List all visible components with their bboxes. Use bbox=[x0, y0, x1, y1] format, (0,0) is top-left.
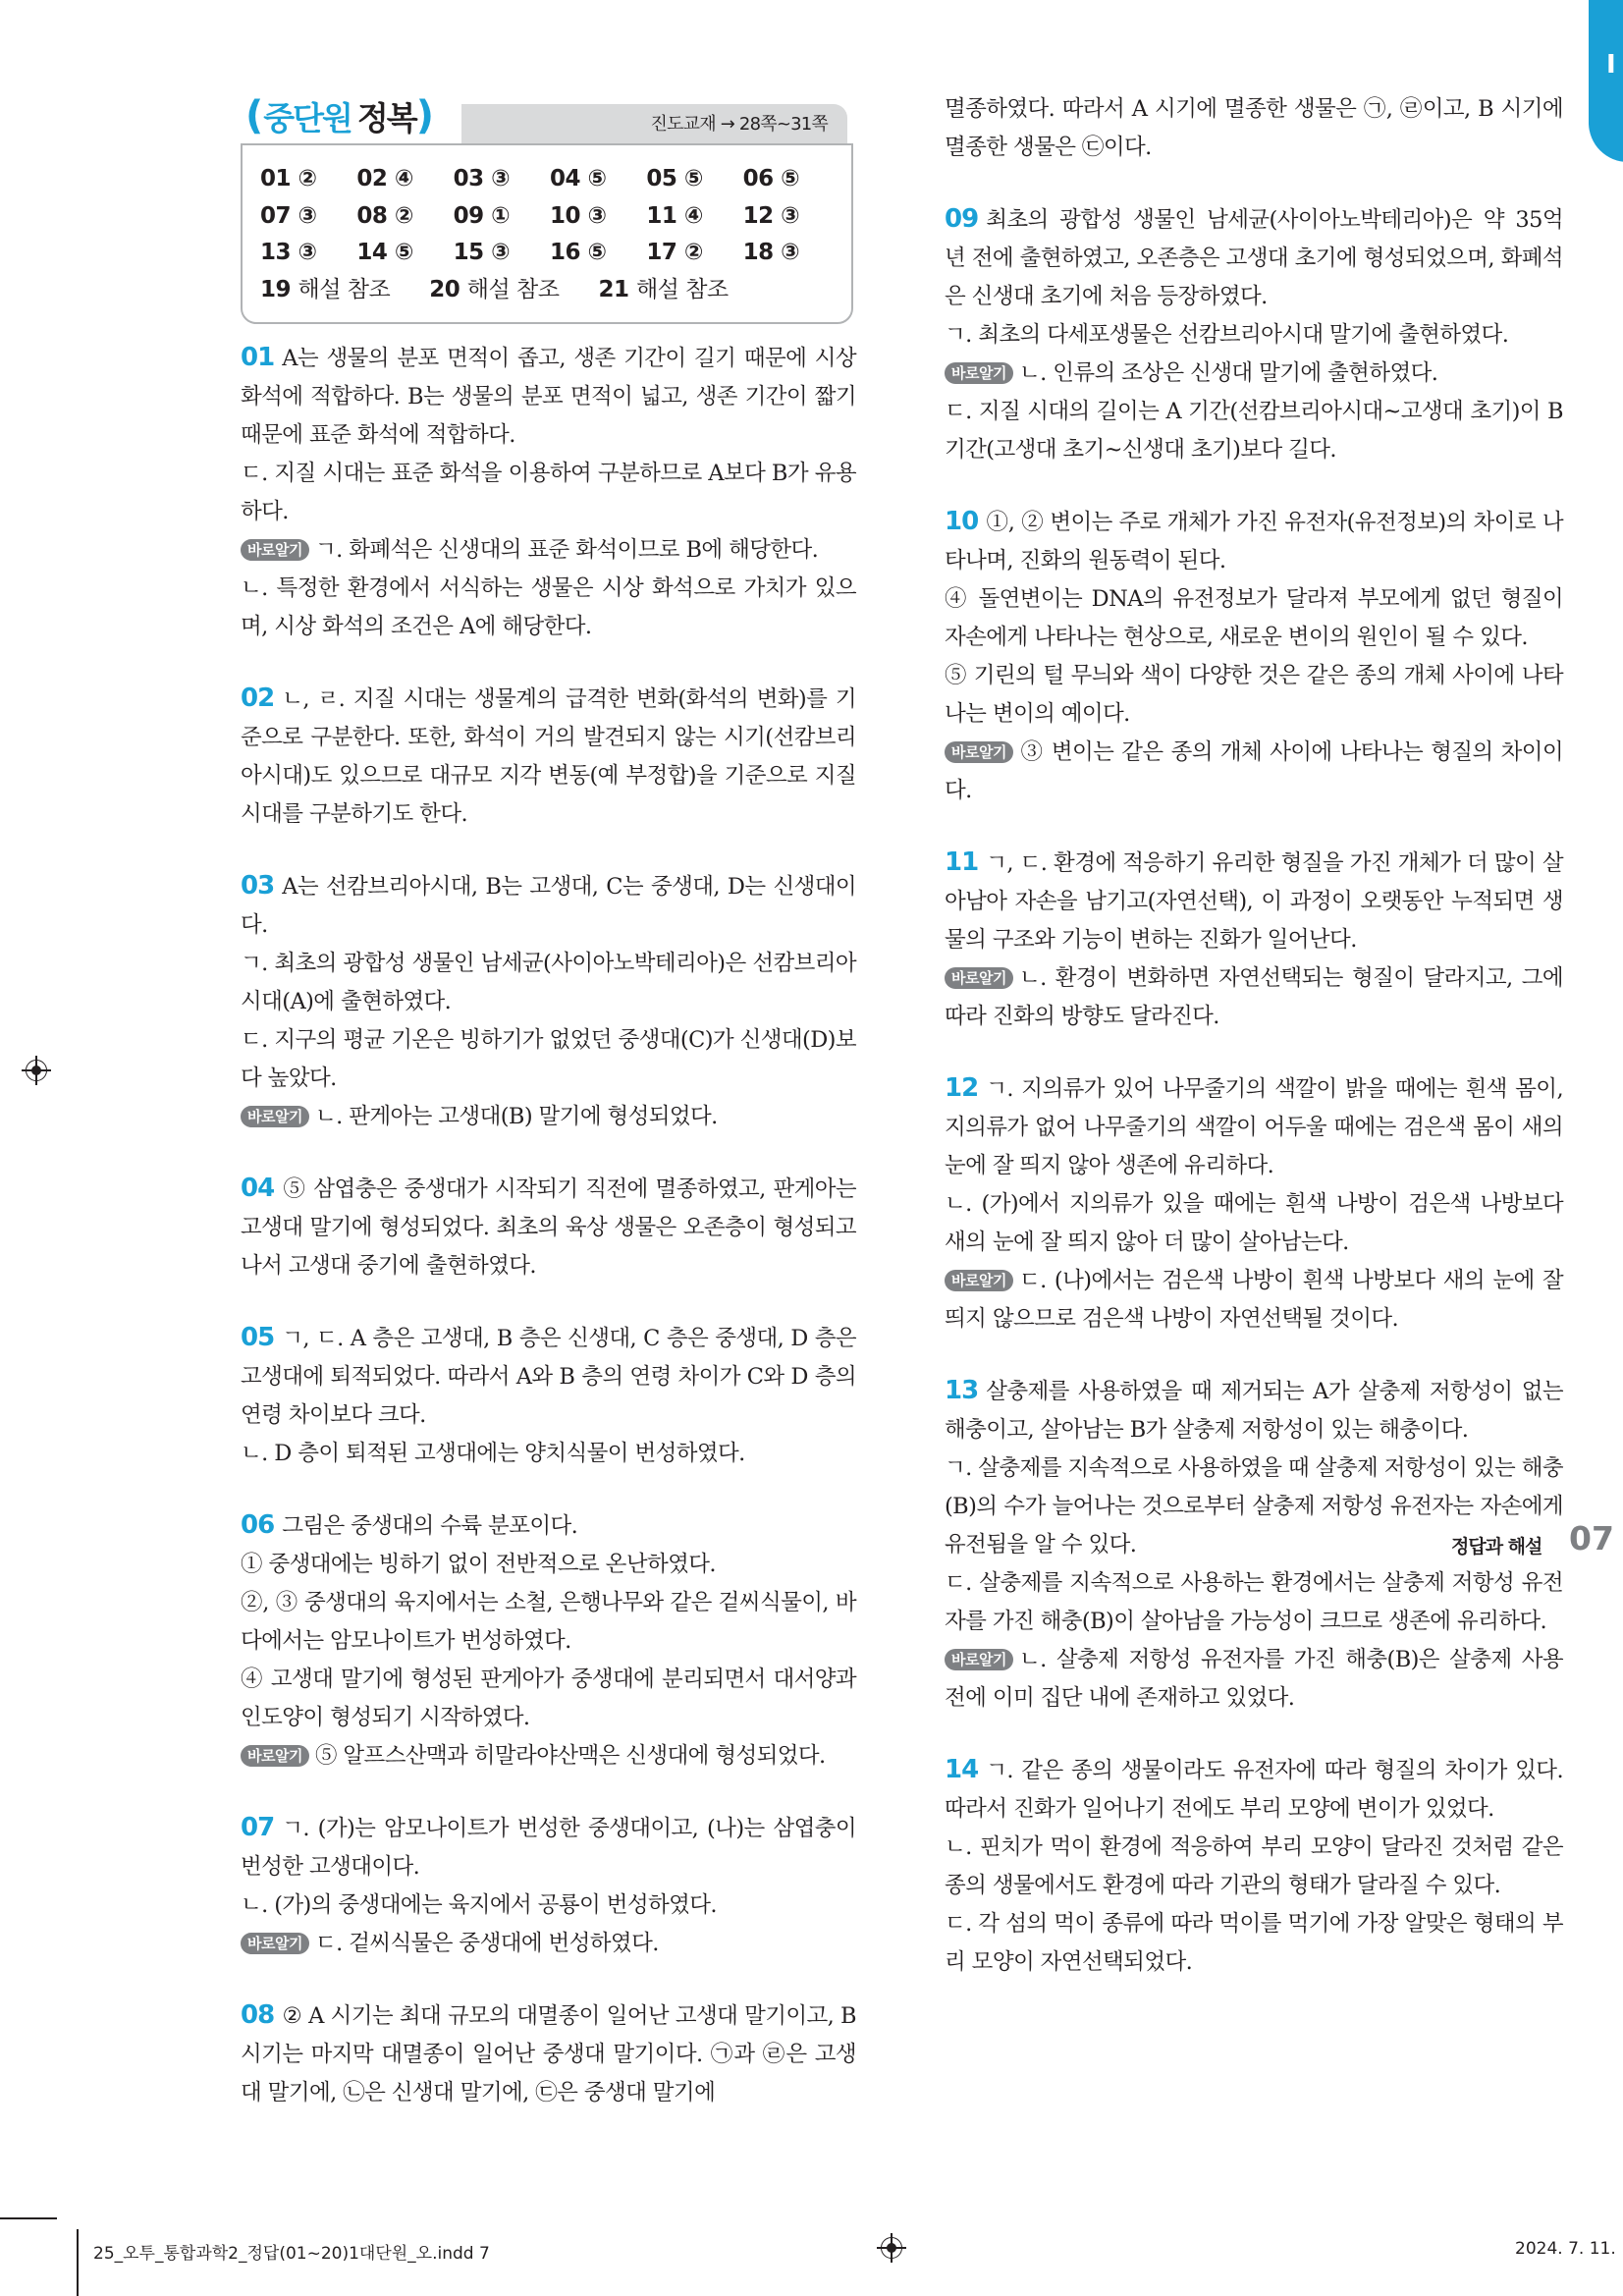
explanation-text: ⑤ 삼엽충은 중생대가 시작되기 직전에 멸종하였고, 판게아는 고생대 말기에 형성되었다. 최초의 육상 생물은 오존층이 형성되고 나서 고생대 중기에 출현하였다. bbox=[241, 1176, 856, 1279]
explanation-line bbox=[945, 844, 1563, 959]
title-part1: 중단원 bbox=[263, 98, 352, 137]
explanation-line bbox=[241, 455, 856, 531]
question-number: 06 bbox=[241, 1510, 275, 1540]
explanation-line bbox=[945, 1905, 1563, 1982]
print-date: 2024. 7. 11. bbox=[1515, 2239, 1616, 2259]
answer-cell: 09 ① bbox=[453, 202, 511, 229]
explanation-line bbox=[945, 1069, 1563, 1185]
explanation-line bbox=[945, 1751, 1563, 1829]
explanation-line bbox=[945, 959, 1563, 1036]
answer-row-explanations bbox=[260, 272, 839, 309]
explanation-line bbox=[241, 1319, 856, 1435]
page-number: 07 bbox=[1569, 1519, 1614, 1558]
explanation-line bbox=[241, 867, 856, 945]
explanation-text: ⑤ 알프스산맥과 히말라야산맥은 신생대에 형성되었다. bbox=[314, 1743, 826, 1769]
explanation-line bbox=[241, 1886, 856, 1925]
explanation-text: ㄷ. 각 섬의 먹이 종류에 따라 먹이를 먹기에 가장 알맞은 형태의 부리 모양이 자연선택되었다. bbox=[945, 1911, 1563, 1975]
question-number: 07 bbox=[241, 1813, 275, 1842]
registration-mark-bottom bbox=[877, 2233, 906, 2263]
explanation-line bbox=[241, 339, 856, 455]
explanation-text: ㄷ. 겉씨식물은 중생대에 번성하였다. bbox=[314, 1931, 659, 1956]
explanation-line bbox=[241, 1809, 856, 1886]
correction-tag: 바로알기 bbox=[241, 1106, 309, 1127]
answer-cell: 12 ③ bbox=[742, 202, 800, 229]
explanation-text: ① 중생대에는 빙하기 없이 전반적으로 온난하였다. bbox=[241, 1552, 716, 1577]
explanation-text: ㄱ. 지의류가 있어 나무줄기의 색깔이 밝을 때에는 흰색 몸이, 지의류가 없어 나무줄기의 색깔이 어두울 때에는 검은색 몸이 새의 눈에 잘 띄지 않아 생존에 유리하다. bbox=[945, 1076, 1563, 1178]
answer-cell: 10 ③ bbox=[549, 202, 607, 229]
explanation-12 bbox=[945, 1069, 1563, 1339]
answer-cell: 06 ⑤ bbox=[742, 166, 800, 191]
answer-cell bbox=[598, 272, 728, 309]
correction-tag: 바로알기 bbox=[945, 741, 1013, 763]
answer-cell: 18 ③ bbox=[742, 240, 800, 265]
explanation-text: ㄱ. 같은 종의 생물이라도 유전자에 따라 형질의 차이가 있다. 따라서 진화가 일어나기 전에도 부리 모양에 변이가 있었다. bbox=[945, 1758, 1563, 1822]
answer-text: 해설 참조 bbox=[635, 276, 729, 302]
explanation-line bbox=[945, 657, 1563, 734]
question-number: 10 bbox=[945, 507, 979, 536]
explanation-line bbox=[241, 1506, 856, 1546]
question-number: 05 bbox=[241, 1323, 275, 1352]
explanation-line bbox=[945, 200, 1563, 316]
explanation-09 bbox=[945, 200, 1563, 469]
answer-row bbox=[260, 161, 839, 198]
answer-cell: 14 ⑤ bbox=[356, 240, 413, 265]
title-bracket-right: ) bbox=[415, 93, 434, 138]
crop-line-h bbox=[0, 2217, 57, 2219]
explanation-text: ② A 시기는 최대 규모의 대멸종이 일어난 고생대 말기이고, B 시기는 마지막 대멸종이 일어난 중생대 말기이다. ㉠과 ㉣은 고생대 말기에, ㉡은 신생대 말기에, ㉢은 중생대 말기에 bbox=[241, 2003, 856, 2105]
correction-tag: 바로알기 bbox=[241, 1745, 309, 1767]
question-number: 02 bbox=[241, 683, 275, 713]
explanation-line bbox=[241, 1737, 856, 1776]
question-number: 14 bbox=[945, 1755, 979, 1784]
section-title bbox=[245, 90, 434, 141]
explanation-line bbox=[241, 570, 856, 646]
explanation-text: ㄴ. (가)에서 지의류가 있을 때에는 흰색 나방이 검은색 나방보다 새의 눈에 잘 띄지 않아 더 많이 살아남는다. bbox=[945, 1191, 1563, 1255]
answer-cell: 03 ③ bbox=[453, 166, 511, 191]
answer-cell: 02 ④ bbox=[356, 166, 413, 191]
answer-cell: 16 ⑤ bbox=[549, 240, 607, 265]
answer-cell bbox=[260, 272, 390, 309]
answer-cell: 15 ③ bbox=[453, 240, 511, 265]
answer-cell bbox=[429, 272, 559, 309]
explanation-text: ㄷ. 살충제를 지속적으로 사용하는 환경에서는 살충제 저항성 유전자를 가진 해충(B)이 살아남을 가능성이 크므로 생존에 유리하다. bbox=[945, 1570, 1563, 1634]
question-number: 12 bbox=[945, 1073, 979, 1103]
explanation-text: ㄱ. 살충제를 지속적으로 사용하였을 때 살충제 저항성이 있는 해충(B)의 수가 늘어나는 것으로부터 살충제 저항성 유전자는 자손에게 유전됨을 알 수 있다. bbox=[945, 1455, 1563, 1558]
answer-cell: 04 ⑤ bbox=[549, 166, 607, 191]
explanation-line bbox=[945, 316, 1563, 355]
correction-tag: 바로알기 bbox=[945, 967, 1013, 989]
explanation-11 bbox=[945, 844, 1563, 1036]
question-number: 11 bbox=[945, 847, 979, 877]
chapter-tab bbox=[1589, 0, 1623, 162]
right-column bbox=[945, 90, 1563, 2015]
explanation-text: ①, ② 변이는 주로 개체가 가진 유전자(유전정보)의 차이로 나타나며, 진화의 원동력이 된다. bbox=[945, 510, 1563, 574]
explanation-text: ㄴ. (가)의 중생대에는 육지에서 공룡이 번성하였다. bbox=[241, 1892, 717, 1918]
explanation-02 bbox=[241, 680, 856, 834]
correction-tag: 바로알기 bbox=[945, 1270, 1013, 1291]
correction-tag: 바로알기 bbox=[241, 539, 309, 561]
crop-line-v bbox=[77, 2229, 79, 2296]
explanation-text: ②, ③ 중생대의 육지에서는 소철, 은행나무와 같은 겉씨식물이, 바다에서는 암모나이트가 번성하였다. bbox=[241, 1590, 856, 1654]
explanation-text: A는 선캄브리아시대, B는 고생대, C는 중생대, D는 신생대이다. bbox=[241, 874, 856, 938]
explanation-line bbox=[241, 1546, 856, 1584]
explanation-line bbox=[241, 1584, 856, 1661]
explanation-01 bbox=[241, 339, 856, 646]
explanation-text: ㄴ. 특정한 환경에서 서식하는 생물은 시상 화석으로 가치가 있으며, 시상 화석의 조건은 A에 해당한다. bbox=[241, 575, 856, 639]
explanation-line bbox=[241, 1170, 856, 1285]
explanation-line bbox=[241, 680, 856, 834]
answer-row bbox=[260, 198, 839, 236]
explanation-line bbox=[945, 355, 1563, 393]
explanation-06 bbox=[241, 1506, 856, 1776]
answer-cell: 08 ② bbox=[356, 202, 413, 229]
explanation-line bbox=[945, 1185, 1563, 1262]
explanation-text: ⑤ 기린의 털 무늬와 색이 다양한 것은 같은 종의 개체 사이에 나타나는 변이의 예이다. bbox=[945, 663, 1563, 727]
explanation-line bbox=[241, 1661, 856, 1737]
explanation-text: ㄴ. 환경이 변화하면 자연선택되는 형질이 달라지고, 그에 따라 진화의 방향도 달라진다. bbox=[945, 965, 1563, 1029]
title-bracket-left: ( bbox=[245, 93, 264, 138]
answer-cell: 01 ② bbox=[260, 166, 317, 191]
answer-cell: 13 ③ bbox=[260, 240, 317, 265]
explanation-text: ㄷ. 지구의 평균 기온은 빙하기가 없었던 중생대(C)가 신생대(D)보다 높았다. bbox=[241, 1027, 856, 1091]
explanation-line bbox=[241, 1996, 856, 2112]
explanation-line bbox=[945, 503, 1563, 580]
explanation-line bbox=[241, 1435, 856, 1473]
answer-row bbox=[260, 235, 839, 272]
explanation-text: ㄱ. 최초의 다세포생물은 선캄브리아시대 말기에 출현하였다. bbox=[945, 322, 1509, 348]
chapter-tab-label: I bbox=[1606, 50, 1616, 80]
correction-tag: 바로알기 bbox=[241, 1933, 309, 1954]
indd-filename: 25_오투_통합과학2_정답(01~20)1대단원_오.indd 7 bbox=[93, 2244, 490, 2264]
textbook-reference: 진도교재 → 28쪽~31쪽 bbox=[650, 114, 828, 135]
explanation-line bbox=[241, 945, 856, 1021]
explanation-line bbox=[241, 531, 856, 570]
explanation-text: ㄱ, ㄷ. A 층은 고생대, B 층은 신생대, C 층은 중생대, D 층은 고생대에 퇴적되었다. 따라서 A와 B 층의 연령 차이가 C와 D 층의 연령 차이보다 크다. bbox=[241, 1326, 856, 1428]
explanation-text: ㄷ. 지질 시대는 표준 화석을 이용하여 구분하므로 A보다 B가 유용하다. bbox=[241, 461, 856, 524]
explanation-text: ㄴ. 살충제 저항성 유전자를 가진 해충(B)은 살충제 사용 전에 이미 집단 내에 존재하고 있었다. bbox=[945, 1647, 1563, 1711]
correction-tag: 바로알기 bbox=[945, 362, 1013, 384]
explanation-line bbox=[945, 1564, 1563, 1641]
explanation-line bbox=[945, 393, 1563, 469]
explanation-05 bbox=[241, 1319, 856, 1473]
explanation-text: ③ 변이는 같은 종의 개체 사이에 나타나는 형질의 차이이다. bbox=[945, 739, 1563, 803]
explanation-text: ㄱ. 화폐석은 신생대의 표준 화석이므로 B에 해당한다. bbox=[314, 537, 819, 563]
answer-grid bbox=[260, 161, 839, 308]
explanation-text: ㄷ. 지질 시대의 길이는 A 기간(선캄브리아시대~고생대 초기)이 B 기간(고생대 초기~신생대 초기)보다 길다. bbox=[945, 399, 1563, 463]
explanation-10 bbox=[945, 503, 1563, 810]
explanation-line bbox=[945, 734, 1563, 810]
explanation-text: 살충제를 사용하였을 때 제거되는 A가 살충제 저항성이 없는 해충이고, 살아남는 B가 살충제 저항성이 있는 해충이다. bbox=[945, 1379, 1563, 1443]
explanation-line bbox=[241, 1021, 856, 1098]
explanation-14 bbox=[945, 1751, 1563, 1982]
page-label: 정답과 해설 bbox=[1451, 1536, 1542, 1558]
correction-tag: 바로알기 bbox=[945, 1649, 1013, 1670]
explanation-text: ④ 돌연변이는 DNA의 유전정보가 달라져 부모에게 없던 형질이 자손에게 나타나는 현상으로, 새로운 변이의 원인이 될 수 있다. bbox=[945, 586, 1563, 650]
explanation-line bbox=[945, 1372, 1563, 1449]
explanation-text: 최초의 광합성 생물인 남세균(사이아노박테리아)은 약 35억 년 전에 출현하였고, 오존층은 고생대 초기에 형성되었으며, 화폐석은 신생대 초기에 처음 등장하였다. bbox=[945, 207, 1563, 309]
explanation-line bbox=[945, 1829, 1563, 1905]
explanation-text: ㄱ, ㄷ. 환경에 적응하기 유리한 형질을 가진 개체가 더 많이 살아남아 자손을 남기고(자연선택), 이 과정이 오랫동안 누적되면 생물의 구조와 기능이 변하는 진화가 일어난다. bbox=[945, 850, 1563, 953]
question-number: 08 bbox=[241, 2000, 275, 2030]
explanation-08 bbox=[241, 1996, 856, 2112]
continuation-text: 멸종하였다. 따라서 A 시기에 멸종한 생물은 ㉠, ㉣이고, B 시기에 멸종한 생물은 ㉢이다. bbox=[945, 96, 1563, 160]
left-column bbox=[241, 339, 856, 2146]
registration-mark-left bbox=[22, 1056, 51, 1085]
answer-cell: 17 ② bbox=[646, 240, 703, 265]
explanation-text: ㄴ. 핀치가 먹이 환경에 적응하여 부리 모양이 달라진 것처럼 같은 종의 생물에서도 환경에 따라 기관의 형태가 달라질 수 있다. bbox=[945, 1834, 1563, 1898]
explanation-text: ㄷ. (나)에서는 검은색 나방이 흰색 나방보다 새의 눈에 잘 띄지 않으므로 검은색 나방이 자연선택될 것이다. bbox=[945, 1268, 1563, 1332]
explanation-03 bbox=[241, 867, 856, 1136]
right-sections bbox=[945, 200, 1563, 1982]
explanation-text: ㄴ. 판게아는 고생대(B) 말기에 형성되었다. bbox=[314, 1104, 718, 1129]
explanation-text: ㄴ. D 층이 퇴적된 고생대에는 양치식물이 번성하였다. bbox=[241, 1441, 745, 1466]
question-number: 13 bbox=[945, 1376, 979, 1405]
explanation-text: 그림은 중생대의 수륙 분포이다. bbox=[282, 1513, 578, 1539]
explanation-line bbox=[945, 580, 1563, 657]
explanation-text: A는 생물의 분포 면적이 좁고, 생존 기간이 길기 때문에 시상 화석에 적합하다. B는 생물의 분포 면적이 넓고, 생존 기간이 짧기 때문에 표준 화석에 적합하다. bbox=[241, 346, 856, 448]
explanation-text: ㄴ, ㄹ. 지질 시대는 생물계의 급격한 변화(화석의 변화)를 기준으로 구분한다. 또한, 화석이 거의 발견되지 않는 시기(선캄브리아시대)도 있으므로 대규모 지각 변동(예 부정합)을 기준으로 지질 시대를 구분하기도 한다. bbox=[241, 686, 856, 827]
answer-number: 20 bbox=[429, 276, 460, 302]
answer-text: 해설 참조 bbox=[298, 276, 391, 302]
explanation-text: ㄱ. (가)는 암모나이트가 번성한 중생대이고, (나)는 삼엽충이 번성한 고생대이다. bbox=[241, 1816, 856, 1880]
explanation-line bbox=[241, 1925, 856, 1963]
explanation-text: ④ 고생대 말기에 형성된 판게아가 중생대에 분리되면서 대서양과 인도양이 형성되기 시작하였다. bbox=[241, 1667, 856, 1730]
question-number: 09 bbox=[945, 204, 979, 234]
question-number: 03 bbox=[241, 871, 275, 901]
explanation-text: ㄴ. 인류의 조상은 신생대 말기에 출현하였다. bbox=[1018, 360, 1438, 386]
answer-number: 21 bbox=[598, 276, 629, 302]
explanation-07 bbox=[241, 1809, 856, 1963]
answer-cell: 05 ⑤ bbox=[646, 166, 703, 191]
answer-number: 19 bbox=[260, 276, 292, 302]
explanation-line bbox=[945, 1262, 1563, 1339]
explanation-line bbox=[241, 1098, 856, 1136]
question-number: 01 bbox=[241, 343, 275, 372]
explanation-04 bbox=[241, 1170, 856, 1285]
answer-cell: 11 ④ bbox=[646, 202, 703, 229]
explanation-text: ㄱ. 최초의 광합성 생물인 남세균(사이아노박테리아)은 선캄브리아시대(A)에 출현하였다. bbox=[241, 951, 856, 1014]
answer-text: 해설 참조 bbox=[466, 276, 560, 302]
reference-bar bbox=[461, 104, 847, 143]
section-08-continuation bbox=[945, 90, 1563, 167]
answer-cell: 07 ③ bbox=[260, 202, 317, 229]
explanation-line bbox=[945, 1641, 1563, 1718]
question-number: 04 bbox=[241, 1174, 275, 1203]
title-part2: 정복 bbox=[356, 98, 416, 137]
